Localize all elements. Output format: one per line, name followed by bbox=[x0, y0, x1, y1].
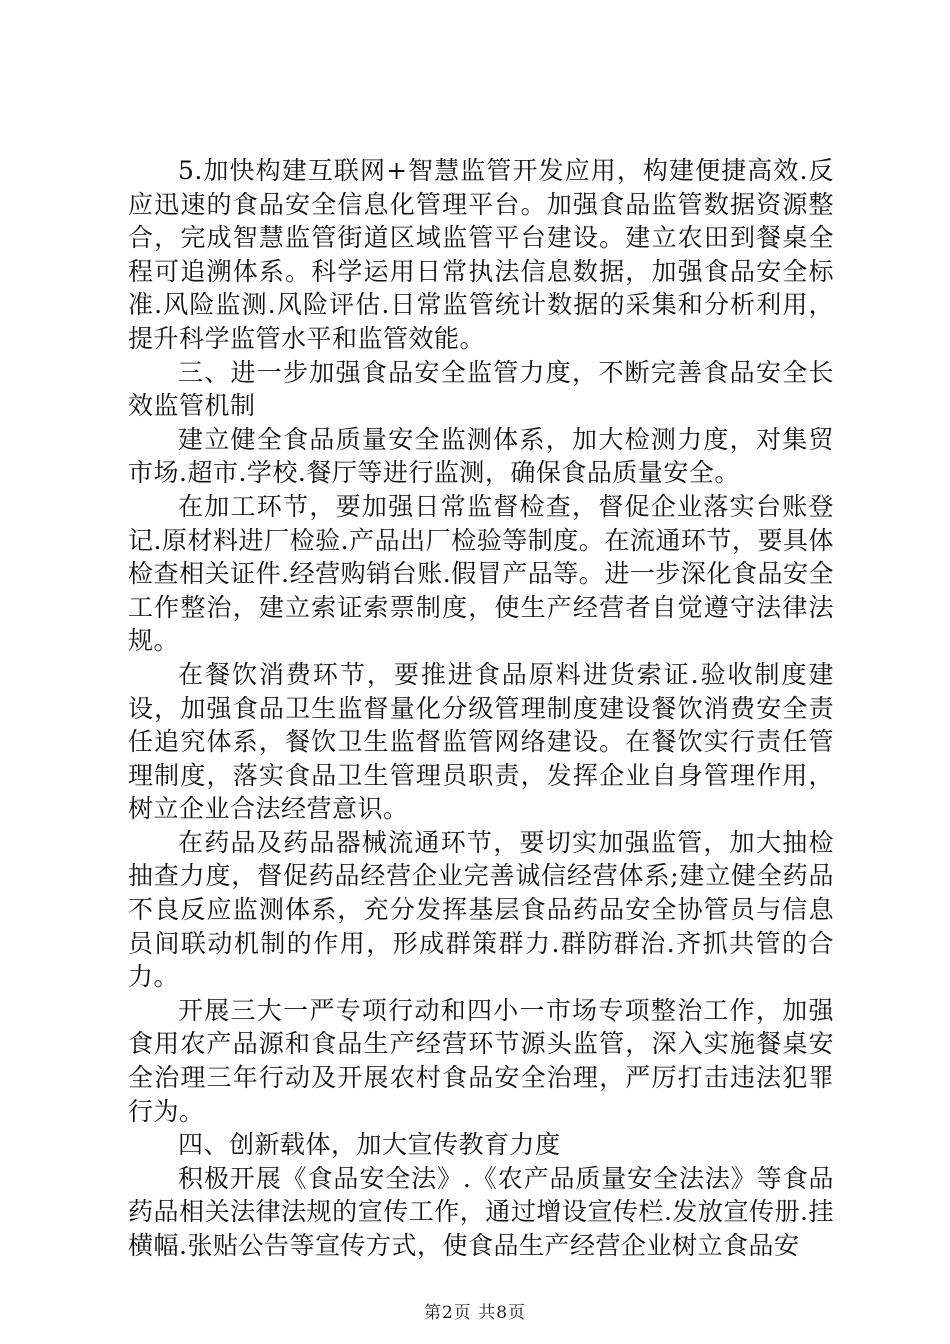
document-body bbox=[128, 154, 834, 1263]
paragraph-processing-stage: 在加工环节，要加强日常监督检查，督促企业落实台账登记.原材料进厂检验.产品出厂检验等制度。在流通环节，要具体检查相关证件.经营购销台账.假冒产品等。进一步深化食品安全工作整治，建立索证索票制度，使生产经营者自觉遵守法律法规。 bbox=[128, 491, 834, 656]
paragraph-drug-circulation: 在药品及药品器械流通环节，要切实加强监管，加大抽检抽查力度，督促药品经营企业完善诚信经营体系;建立健全药品不良反应监测体系，充分发挥基层食品药品安全协管员与信息员间联动机制的作用，形成群策群力.群防群治.齐抓共管的合力。 bbox=[128, 827, 834, 992]
section-heading-4: 四、创新载体，加大宣传教育力度 bbox=[178, 1130, 561, 1160]
section-heading-3: 三、进一步加强食品安全监管力度，不断完善食品安全长效监管机制 bbox=[128, 357, 834, 421]
paragraph-item-5-smart-supervision: 5.加快构建互联网+智慧监管开发应用，构建便捷高效.反应迅速的食品安全信息化管理平台。加强食品监管数据资源整合，完成智慧监管街道区域监管平台建设。建立农田到餐桌全程可追溯体系。科学运用日常执法信息数据，加强食品安全标准.风险监测.风险评估.日常监管统计数据的采集和分析利用，提升科学监管水平和监管效能。 bbox=[128, 156, 834, 353]
paragraph-catering-stage: 在餐饮消费环节，要推进食品原料进货索证.验收制度建设，加强食品卫生监督量化分级管理制度建设餐饮消费安全责任追究体系，餐饮卫生监督监管网络建设。在餐饮实行责任管理制度，落实食品卫生管理员职责，发挥企业自身管理作用，树立企业合法经营意识。 bbox=[128, 659, 834, 824]
paragraph-publicity: 积极开展《食品安全法》.《农产品质量安全法法》等食品药品相关法律法规的宣传工作，通过增设宣传栏.发放宣传册.挂横幅.张贴公告等宣传方式，使食品生产经营企业树立食品安 bbox=[128, 1163, 834, 1260]
paragraph-special-campaigns: 开展三大一严专项行动和四小一市场专项整治工作，加强食用农产品源和食品生产经营环节源头监管，深入实施餐桌安全治理三年行动及开展农村食品安全治理，严厉打击违法犯罪行为。 bbox=[128, 995, 834, 1126]
page-number-footer: 第2页 共8页 bbox=[423, 1303, 527, 1323]
paragraph-monitoring-system: 建立健全食品质量安全监测体系，加大检测力度，对集贸市场.超市.学校.餐厅等进行监测，确保食品质量安全。 bbox=[128, 424, 834, 488]
